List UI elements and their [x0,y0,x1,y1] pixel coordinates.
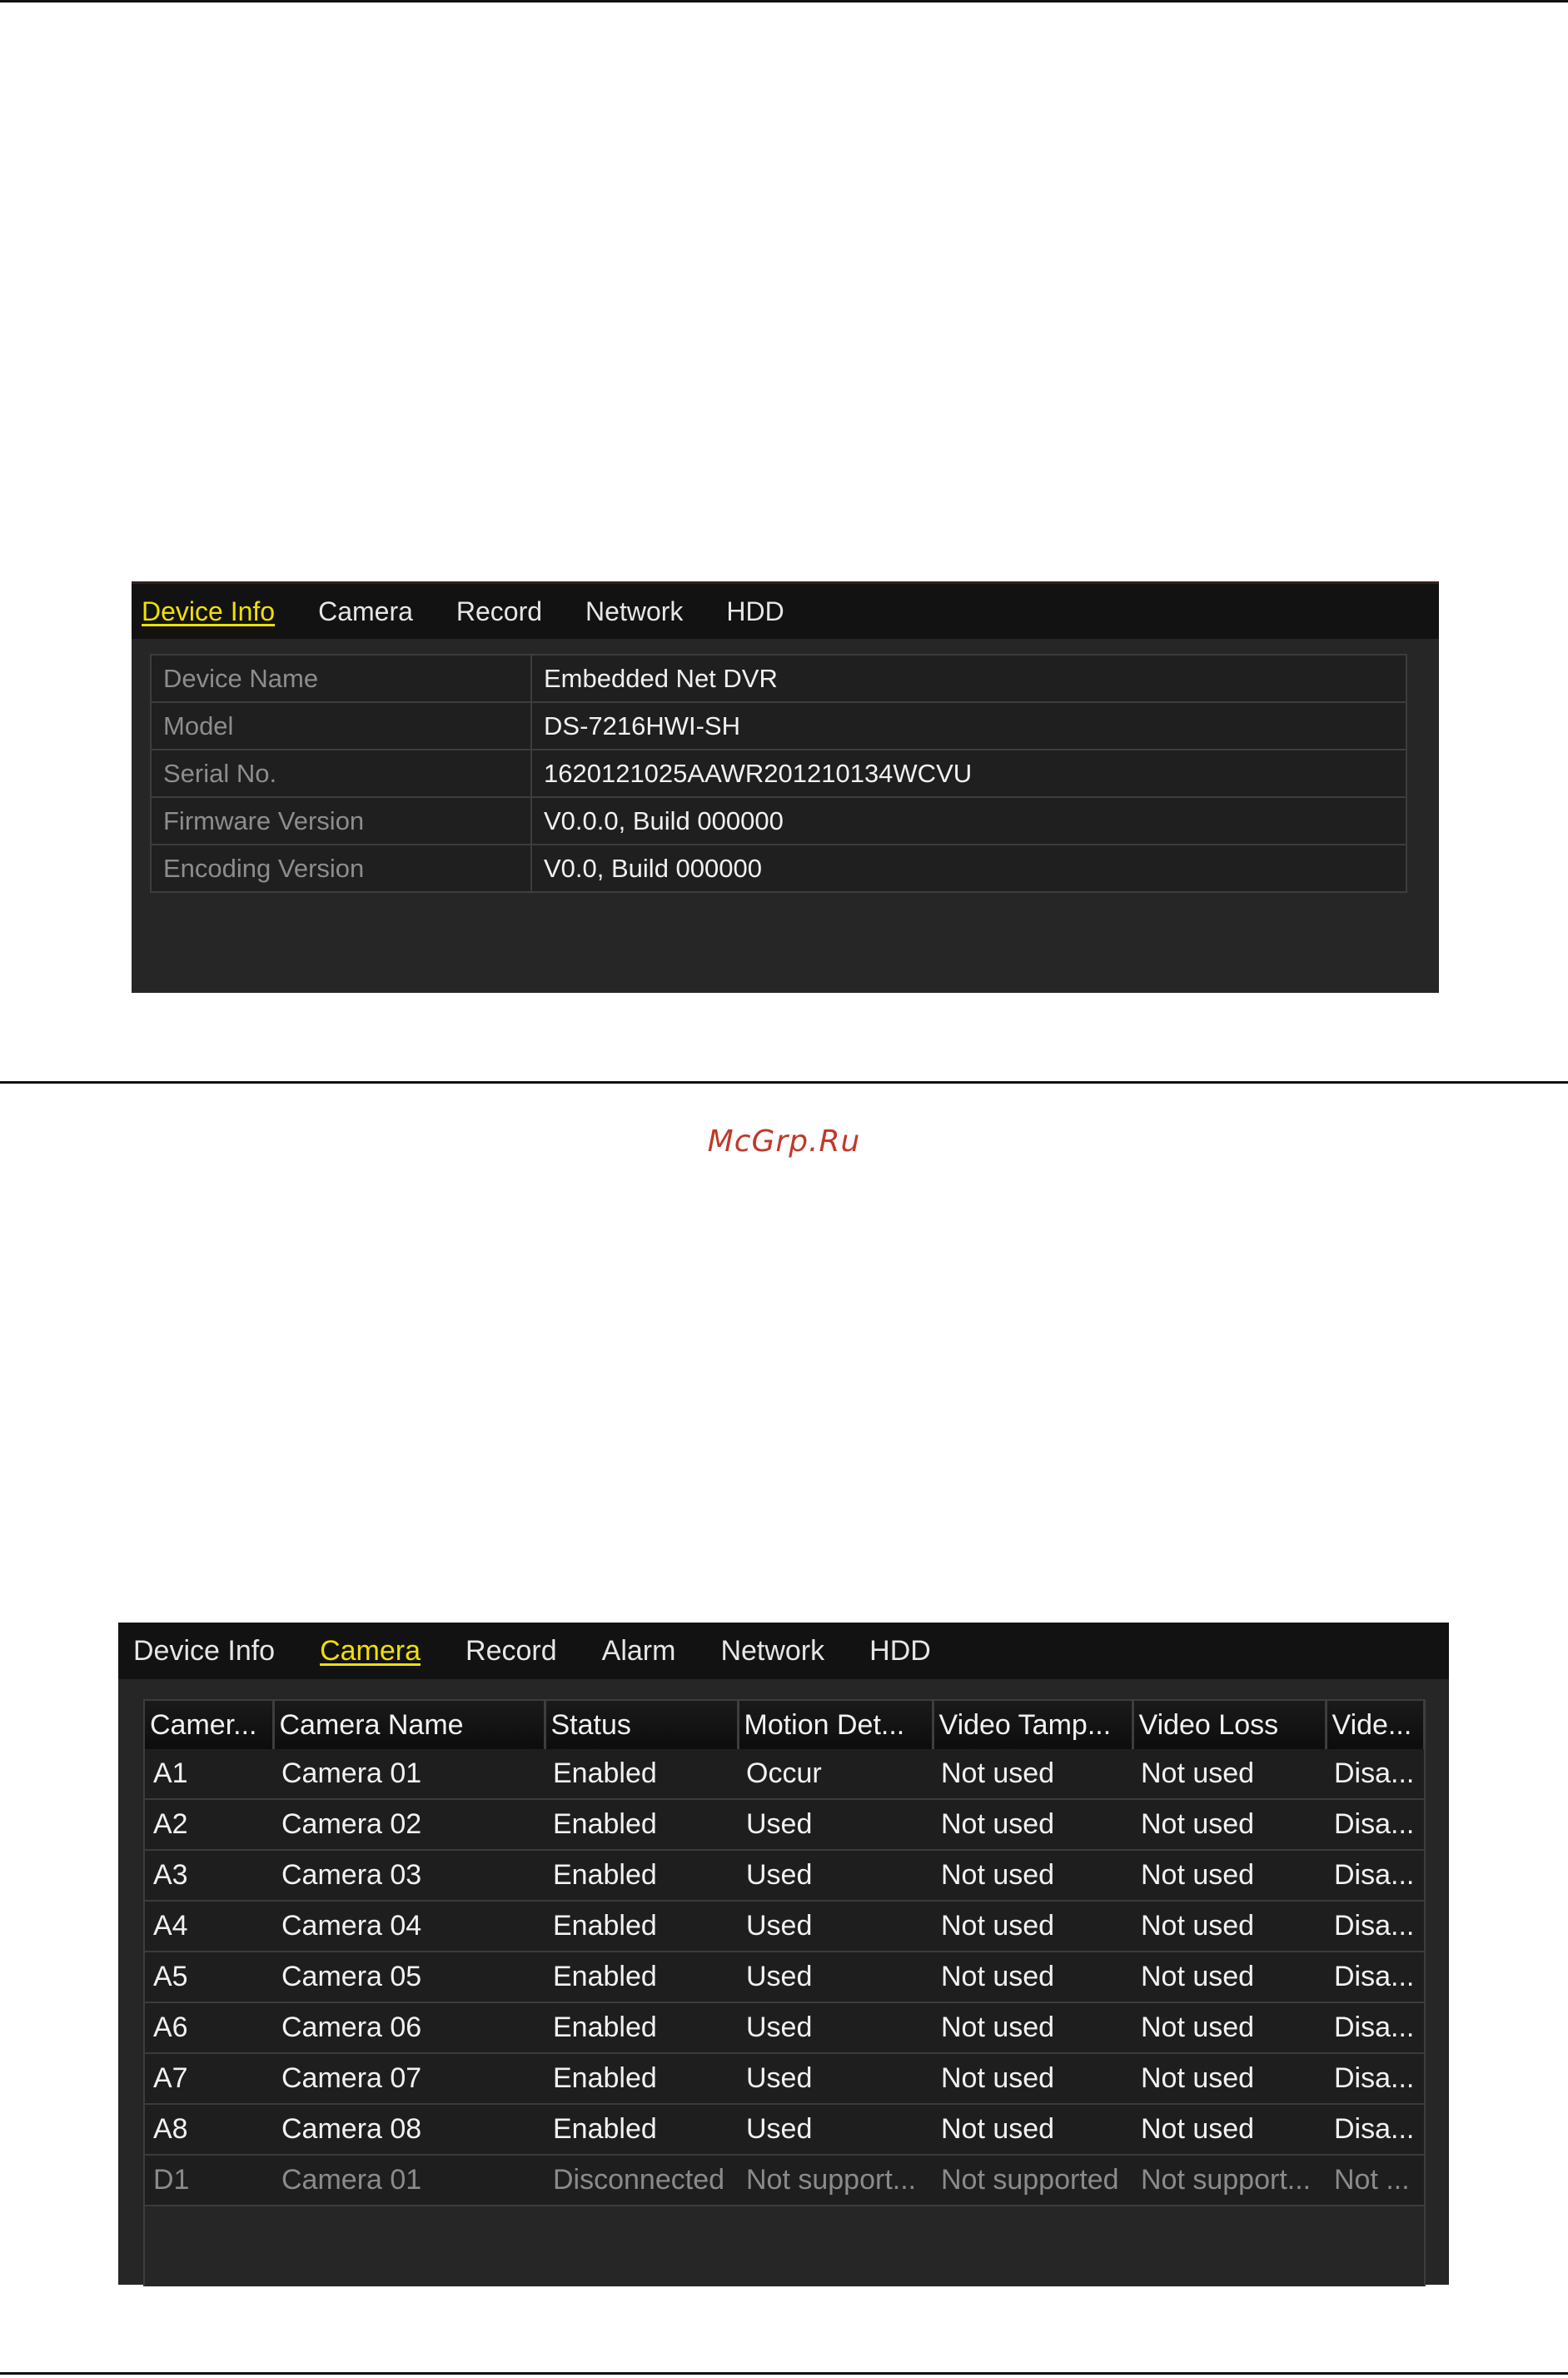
cell-motion-detection: Used [738,1850,933,1901]
cell-motion-detection: Used [738,1901,933,1952]
table-row[interactable] [145,1901,1424,1952]
cell-video-other: Disa... [1326,2104,1424,2155]
camera-list [143,1699,1426,2286]
cell-video-other: Disa... [1326,1749,1424,1799]
tab-alarm[interactable]: Alarm [601,1634,676,1667]
column-header-video-other[interactable]: Vide... [1326,1701,1424,1749]
serial-label: Serial No. [151,750,531,797]
cell-video-other: Disa... [1326,1901,1424,1952]
cell-video-loss: Not used [1132,1952,1326,2002]
tab-network[interactable]: Network [720,1634,825,1667]
cell-camera-name: Camera 07 [273,2053,545,2104]
info-row-firmware [151,797,1406,845]
cell-camera-name: Camera 03 [273,1850,545,1901]
table-row[interactable] [145,2002,1424,2053]
camera-panel [118,1623,1449,2285]
table-row[interactable] [145,1850,1424,1901]
device-name-value: Embedded Net DVR [531,655,1406,702]
serial-value: 1620121025AAWR201210134WCVU [531,750,1406,797]
cell-status: Enabled [545,1901,738,1952]
cell-video-loss: Not used [1132,2104,1326,2155]
cell-video-other: Disa... [1326,1850,1424,1901]
column-header-camera-no[interactable]: Camer... [145,1701,273,1749]
cell-camera-no: A7 [145,2053,273,2104]
cell-status: Enabled [545,1850,738,1901]
table-header-row [145,1701,1424,1749]
column-header-status[interactable]: Status [545,1701,738,1749]
cell-video-other: Disa... [1326,2053,1424,2104]
tab-hdd[interactable]: HDD [869,1634,931,1667]
cell-camera-no: D1 [145,2155,273,2206]
cell-motion-detection: Used [738,2104,933,2155]
cell-video-loss: Not used [1132,1901,1326,1952]
cell-camera-no: A5 [145,1952,273,2002]
bottom-rule [0,2372,1568,2375]
table-row[interactable] [145,1952,1424,2002]
cell-video-tampering: Not used [933,1749,1132,1799]
cell-camera-name: Camera 08 [273,2104,545,2155]
cell-camera-name: Camera 05 [273,1952,545,2002]
tab-bar [118,1623,1449,1679]
table-row[interactable] [145,1799,1424,1850]
tab-hdd[interactable]: HDD [726,596,784,626]
table-row[interactable] [145,2155,1424,2206]
cell-motion-detection: Used [738,1799,933,1850]
cell-video-loss: Not used [1132,2053,1326,2104]
table-row[interactable] [145,2104,1424,2155]
cell-camera-name: Camera 02 [273,1799,545,1850]
tab-camera[interactable]: Camera [320,1634,421,1667]
column-header-camera-name[interactable]: Camera Name [273,1701,545,1749]
cell-status: Enabled [545,1749,738,1799]
encoding-label: Encoding Version [151,845,531,892]
info-row-device-name [151,655,1406,702]
tab-bar [132,584,1439,639]
info-row-encoding [151,845,1406,892]
tab-network[interactable]: Network [585,596,684,626]
cell-video-loss: Not used [1132,1749,1326,1799]
tab-device-info[interactable]: Device Info [142,596,276,626]
cell-status: Enabled [545,1799,738,1850]
cell-camera-name: Camera 04 [273,1901,545,1952]
watermark-text: McGrp.Ru [707,1124,861,1159]
column-header-video-loss[interactable]: Video Loss [1132,1701,1326,1749]
tab-record[interactable]: Record [465,1634,557,1667]
info-row-model [151,702,1406,750]
tab-device-info[interactable]: Device Info [133,1634,276,1667]
device-info-table [150,654,1407,893]
cell-video-other: Disa... [1326,2002,1424,2053]
firmware-label: Firmware Version [151,797,531,845]
cell-camera-no: A3 [145,1850,273,1901]
cell-motion-detection: Used [738,2053,933,2104]
encoding-value: V0.0, Build 000000 [531,845,1406,892]
tab-record[interactable]: Record [455,596,543,626]
cell-status: Enabled [545,1952,738,2002]
cell-video-tampering: Not supported [933,2155,1132,2206]
camera-table [145,1701,1426,2206]
cell-status: Disconnected [545,2155,738,2206]
cell-video-loss: Not used [1132,1799,1326,1850]
cell-status: Enabled [545,2053,738,2104]
cell-video-tampering: Not used [933,2104,1132,2155]
cell-camera-name: Camera 06 [273,2002,545,2053]
top-rule [0,0,1568,2]
cell-video-tampering: Not used [933,2053,1132,2104]
cell-camera-name: Camera 01 [273,2155,545,2206]
cell-video-loss: Not used [1132,1850,1326,1901]
cell-video-tampering: Not used [933,1799,1132,1850]
cell-motion-detection: Not support... [738,2155,933,2206]
cell-camera-no: A8 [145,2104,273,2155]
info-row-serial [151,750,1406,797]
table-row[interactable] [145,1749,1424,1799]
cell-status: Enabled [545,2104,738,2155]
cell-status: Enabled [545,2002,738,2053]
model-label: Model [151,702,531,750]
cell-video-loss: Not support... [1132,2155,1326,2206]
cell-motion-detection: Used [738,2002,933,2053]
cell-video-loss: Not used [1132,2002,1326,2053]
column-header-video-tampering[interactable]: Video Tamp... [933,1701,1132,1749]
cell-camera-no: A6 [145,2002,273,2053]
firmware-value: V0.0.0, Build 000000 [531,797,1406,845]
tab-camera[interactable]: Camera [318,596,413,626]
cell-camera-name: Camera 01 [273,1749,545,1799]
cell-video-other: Disa... [1326,1952,1424,2002]
cell-motion-detection: Occur [738,1749,933,1799]
cell-camera-no: A1 [145,1749,273,1799]
section-rule [0,1081,1568,1084]
model-value: DS-7216HWI-SH [531,702,1406,750]
column-header-motion-detection[interactable]: Motion Det... [738,1701,933,1749]
cell-video-tampering: Not used [933,1901,1132,1952]
cell-video-tampering: Not used [933,2002,1132,2053]
table-row[interactable] [145,2053,1424,2104]
cell-video-other: Disa... [1326,1799,1424,1850]
cell-motion-detection: Used [738,1952,933,2002]
cell-camera-no: A4 [145,1901,273,1952]
device-info-panel [132,581,1439,993]
cell-video-other: Not ... [1326,2155,1424,2206]
device-name-label: Device Name [151,655,531,702]
cell-camera-no: A2 [145,1799,273,1850]
cell-video-tampering: Not used [933,1850,1132,1901]
cell-video-tampering: Not used [933,1952,1132,2002]
